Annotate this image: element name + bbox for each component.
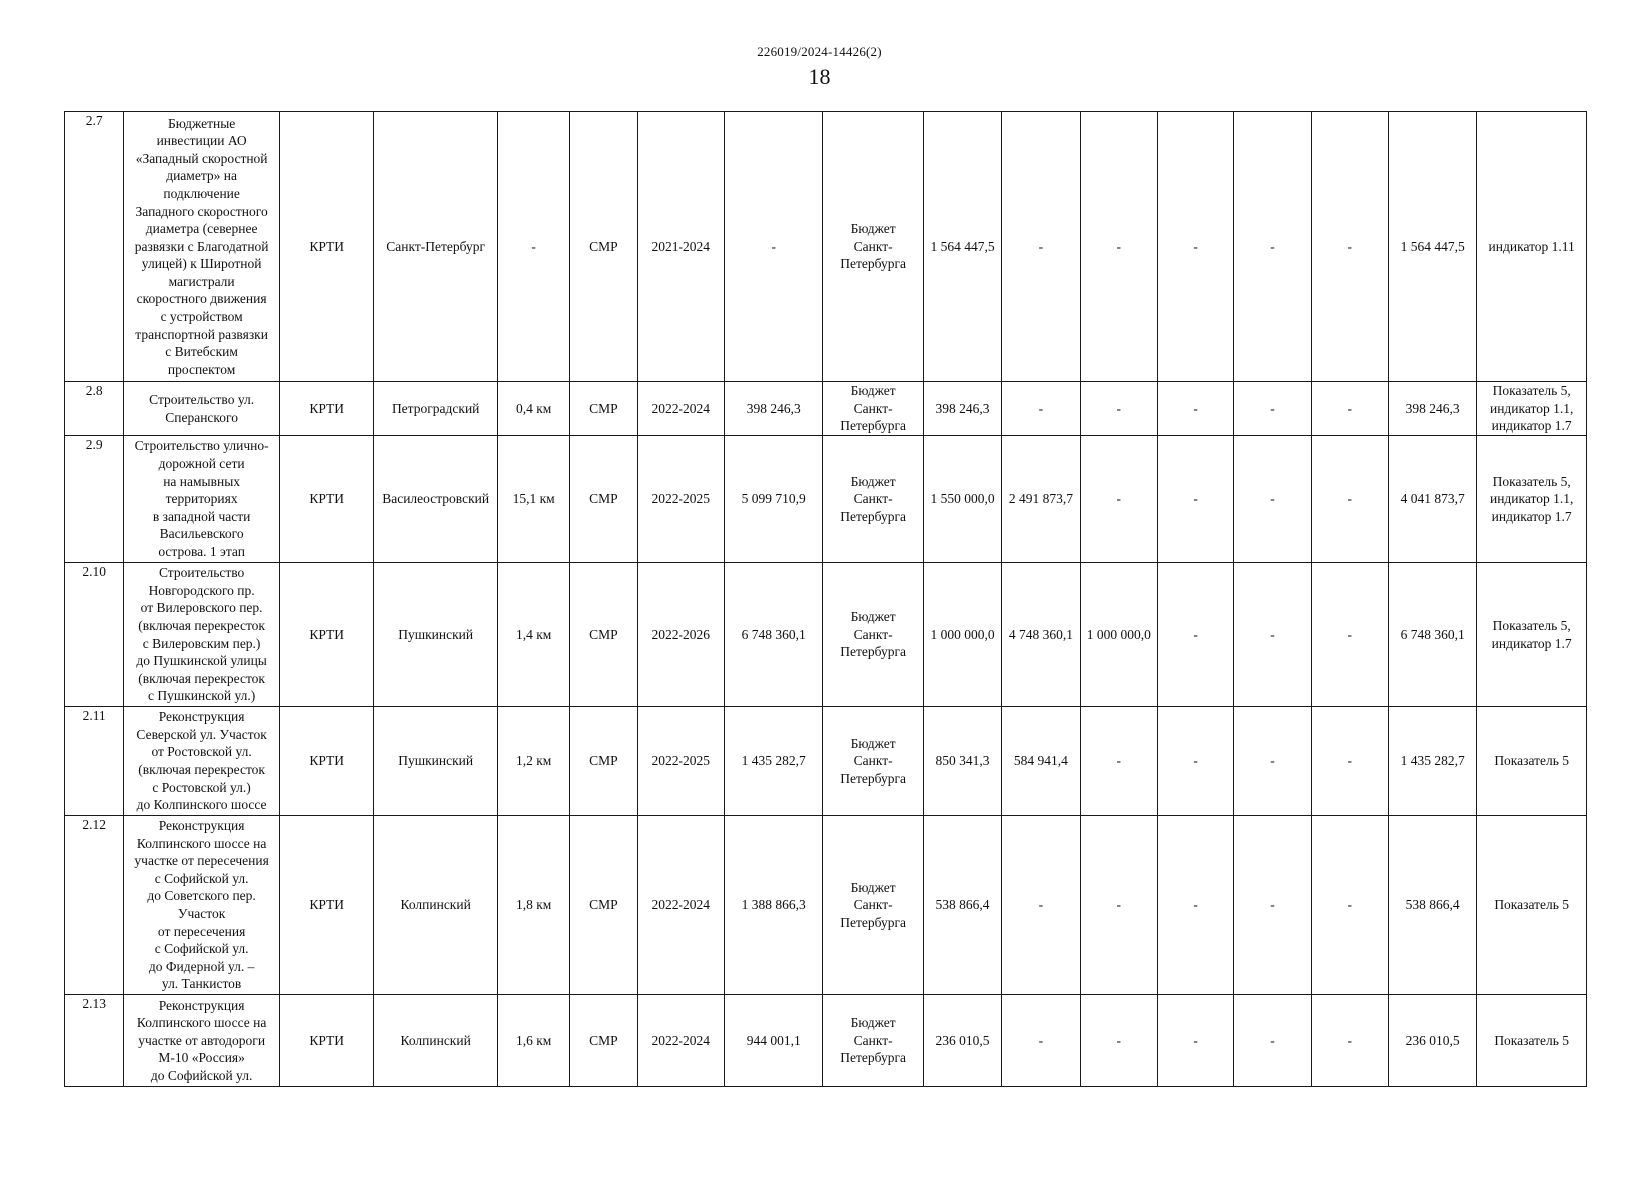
period-cell: 2022-2025 xyxy=(637,436,724,563)
work-type-cell: СМР xyxy=(570,707,637,816)
amount-year-1-cell: 1 550 000,0 xyxy=(923,436,1001,563)
indicator-cell: Показатель 5 xyxy=(1477,995,1587,1087)
capacity-cell: 1,4 км xyxy=(497,563,569,707)
amount-year-5-cell: - xyxy=(1234,382,1311,436)
capacity-cell: 1,2 км xyxy=(497,707,569,816)
customer-cell: КРТИ xyxy=(279,436,373,563)
row-number: 2.11 xyxy=(65,707,124,816)
row-number: 2.8 xyxy=(65,382,124,436)
page-number: 18 xyxy=(808,64,831,89)
object-name: Реконструкция Колпинского шоссе на участке от пересечения с Софийской ул. до Советского пер. Участок от пересечения с Софийской ул. до Фидерной ул. – ул. Танкистов xyxy=(124,816,280,995)
amount-year-3-cell: - xyxy=(1080,707,1157,816)
estimated-cost-cell: 944 001,1 xyxy=(724,995,822,1087)
total-amount-cell: 4 041 873,7 xyxy=(1388,436,1476,563)
indicator-cell: Показатель 5 xyxy=(1477,707,1587,816)
amount-year-2-cell: 2 491 873,7 xyxy=(1002,436,1080,563)
table-row xyxy=(65,995,1587,1087)
estimated-cost-cell: 398 246,3 xyxy=(724,382,822,436)
total-amount-cell: 398 246,3 xyxy=(1388,382,1476,436)
amount-year-4-cell: - xyxy=(1157,707,1233,816)
total-amount-cell: 1 564 447,5 xyxy=(1388,112,1476,382)
amount-year-6-cell: - xyxy=(1311,563,1388,707)
amount-year-6-cell: - xyxy=(1311,816,1388,995)
funding-source-cell: Бюджет Санкт- Петербурга xyxy=(823,436,923,563)
indicator-cell: Показатель 5, индикатор 1.1, индикатор 1.7 xyxy=(1477,382,1587,436)
total-amount-cell: 236 010,5 xyxy=(1388,995,1476,1087)
indicator-cell: индикатор 1.11 xyxy=(1477,112,1587,382)
amount-year-3-cell: 1 000 000,0 xyxy=(1080,563,1157,707)
table-row xyxy=(65,563,1587,707)
estimated-cost-cell: 1 388 866,3 xyxy=(724,816,822,995)
amount-year-2-cell: - xyxy=(1002,382,1080,436)
amount-year-6-cell: - xyxy=(1311,382,1388,436)
funding-source-cell: Бюджет Санкт- Петербурга xyxy=(823,382,923,436)
object-name: Реконструкция Северской ул. Участок от Ростовской ул. (включая перекресток с Ростовской ул.) до Колпинского шоссе xyxy=(124,707,280,816)
amount-year-1-cell: 850 341,3 xyxy=(923,707,1001,816)
row-number: 2.12 xyxy=(65,816,124,995)
investment-registry-table xyxy=(64,111,1587,1087)
period-cell: 2022-2024 xyxy=(637,995,724,1087)
row-number: 2.7 xyxy=(65,112,124,382)
funding-source-cell: Бюджет Санкт- Петербурга xyxy=(823,816,923,995)
customer-cell: КРТИ xyxy=(279,112,373,382)
indicator-cell: Показатель 5, индикатор 1.7 xyxy=(1477,563,1587,707)
district-cell: Пушкинский xyxy=(374,707,498,816)
estimated-cost-cell: 1 435 282,7 xyxy=(724,707,822,816)
customer-cell: КРТИ xyxy=(279,995,373,1087)
period-cell: 2021-2024 xyxy=(637,112,724,382)
amount-year-4-cell: - xyxy=(1157,563,1233,707)
amount-year-1-cell: 236 010,5 xyxy=(923,995,1001,1087)
amount-year-5-cell: - xyxy=(1234,436,1311,563)
amount-year-3-cell: - xyxy=(1080,382,1157,436)
object-name: Реконструкция Колпинского шоссе на участке от автодороги М-10 «Россия» до Софийской ул. xyxy=(124,995,280,1087)
amount-year-2-cell: - xyxy=(1002,995,1080,1087)
work-type-cell: СМР xyxy=(570,436,637,563)
funding-source-cell: Бюджет Санкт- Петербурга xyxy=(823,707,923,816)
amount-year-4-cell: - xyxy=(1157,436,1233,563)
capacity-cell: 1,6 км xyxy=(497,995,569,1087)
row-number: 2.9 xyxy=(65,436,124,563)
amount-year-4-cell: - xyxy=(1157,112,1233,382)
amount-year-1-cell: 1 564 447,5 xyxy=(923,112,1001,382)
district-cell: Колпинский xyxy=(374,995,498,1087)
work-type-cell: СМР xyxy=(570,112,637,382)
capacity-cell: - xyxy=(497,112,569,382)
amount-year-6-cell: - xyxy=(1311,707,1388,816)
amount-year-4-cell: - xyxy=(1157,995,1233,1087)
work-type-cell: СМР xyxy=(570,816,637,995)
customer-cell: КРТИ xyxy=(279,563,373,707)
work-type-cell: СМР xyxy=(570,563,637,707)
estimated-cost-cell: - xyxy=(724,112,822,382)
object-name: Строительство улично- дорожной сети на намывных территориях в западной части Васильевского острова. 1 этап xyxy=(124,436,280,563)
amount-year-2-cell: - xyxy=(1002,816,1080,995)
funding-source-cell: Бюджет Санкт- Петербурга xyxy=(823,563,923,707)
table-body xyxy=(65,112,1587,1087)
district-cell: Санкт-Петербург xyxy=(374,112,498,382)
table-row xyxy=(65,382,1587,436)
amount-year-6-cell: - xyxy=(1311,995,1388,1087)
object-name: Строительство ул. Сперанского xyxy=(124,382,280,436)
period-cell: 2022-2024 xyxy=(637,382,724,436)
funding-source-cell: Бюджет Санкт- Петербурга xyxy=(823,112,923,382)
district-cell: Василеостровский xyxy=(374,436,498,563)
amount-year-2-cell: 584 941,4 xyxy=(1002,707,1080,816)
amount-year-4-cell: - xyxy=(1157,382,1233,436)
amount-year-3-cell: - xyxy=(1080,112,1157,382)
customer-cell: КРТИ xyxy=(279,382,373,436)
table-row xyxy=(65,816,1587,995)
amount-year-4-cell: - xyxy=(1157,816,1233,995)
amount-year-1-cell: 538 866,4 xyxy=(923,816,1001,995)
amount-year-5-cell: - xyxy=(1234,112,1311,382)
amount-year-3-cell: - xyxy=(1080,436,1157,563)
amount-year-5-cell: - xyxy=(1234,816,1311,995)
capacity-cell: 1,8 км xyxy=(497,816,569,995)
object-name: Строительство Новгородского пр. от Вилеровского пер. (включая перекресток с Вилеровским пер.) до Пушкинской улицы (включая перекресток с Пушкинской ул.) xyxy=(124,563,280,707)
work-type-cell: СМР xyxy=(570,382,637,436)
indicator-cell: Показатель 5, индикатор 1.1, индикатор 1.7 xyxy=(1477,436,1587,563)
table-row xyxy=(65,707,1587,816)
total-amount-cell: 6 748 360,1 xyxy=(1388,563,1476,707)
capacity-cell: 15,1 км xyxy=(497,436,569,563)
estimated-cost-cell: 6 748 360,1 xyxy=(724,563,822,707)
district-cell: Колпинский xyxy=(374,816,498,995)
estimated-cost-cell: 5 099 710,9 xyxy=(724,436,822,563)
district-cell: Петроградский xyxy=(374,382,498,436)
amount-year-6-cell: - xyxy=(1311,112,1388,382)
amount-year-2-cell: - xyxy=(1002,112,1080,382)
amount-year-1-cell: 1 000 000,0 xyxy=(923,563,1001,707)
period-cell: 2022-2025 xyxy=(637,707,724,816)
amount-year-1-cell: 398 246,3 xyxy=(923,382,1001,436)
amount-year-5-cell: - xyxy=(1234,707,1311,816)
document-registration-number: 226019/2024-14426(2) xyxy=(757,44,882,59)
total-amount-cell: 538 866,4 xyxy=(1388,816,1476,995)
capacity-cell: 0,4 км xyxy=(497,382,569,436)
row-number: 2.10 xyxy=(65,563,124,707)
amount-year-5-cell: - xyxy=(1234,563,1311,707)
work-type-cell: СМР xyxy=(570,995,637,1087)
period-cell: 2022-2026 xyxy=(637,563,724,707)
funding-source-cell: Бюджет Санкт- Петербурга xyxy=(823,995,923,1087)
amount-year-6-cell: - xyxy=(1311,436,1388,563)
customer-cell: КРТИ xyxy=(279,816,373,995)
district-cell: Пушкинский xyxy=(374,563,498,707)
period-cell: 2022-2024 xyxy=(637,816,724,995)
table-row xyxy=(65,112,1587,382)
amount-year-3-cell: - xyxy=(1080,995,1157,1087)
object-name: Бюджетные инвестиции АО «Западный скоростной диаметр» на подключение Западного скоростного диаметра (севернее развязки с Благодатной улицей) к Широтной магистрали скоростного движения с устройством транспортной развязки с Витебским проспектом xyxy=(124,112,280,382)
table-row xyxy=(65,436,1587,563)
customer-cell: КРТИ xyxy=(279,707,373,816)
row-number: 2.13 xyxy=(65,995,124,1087)
amount-year-5-cell: - xyxy=(1234,995,1311,1087)
indicator-cell: Показатель 5 xyxy=(1477,816,1587,995)
amount-year-3-cell: - xyxy=(1080,816,1157,995)
amount-year-2-cell: 4 748 360,1 xyxy=(1002,563,1080,707)
total-amount-cell: 1 435 282,7 xyxy=(1388,707,1476,816)
